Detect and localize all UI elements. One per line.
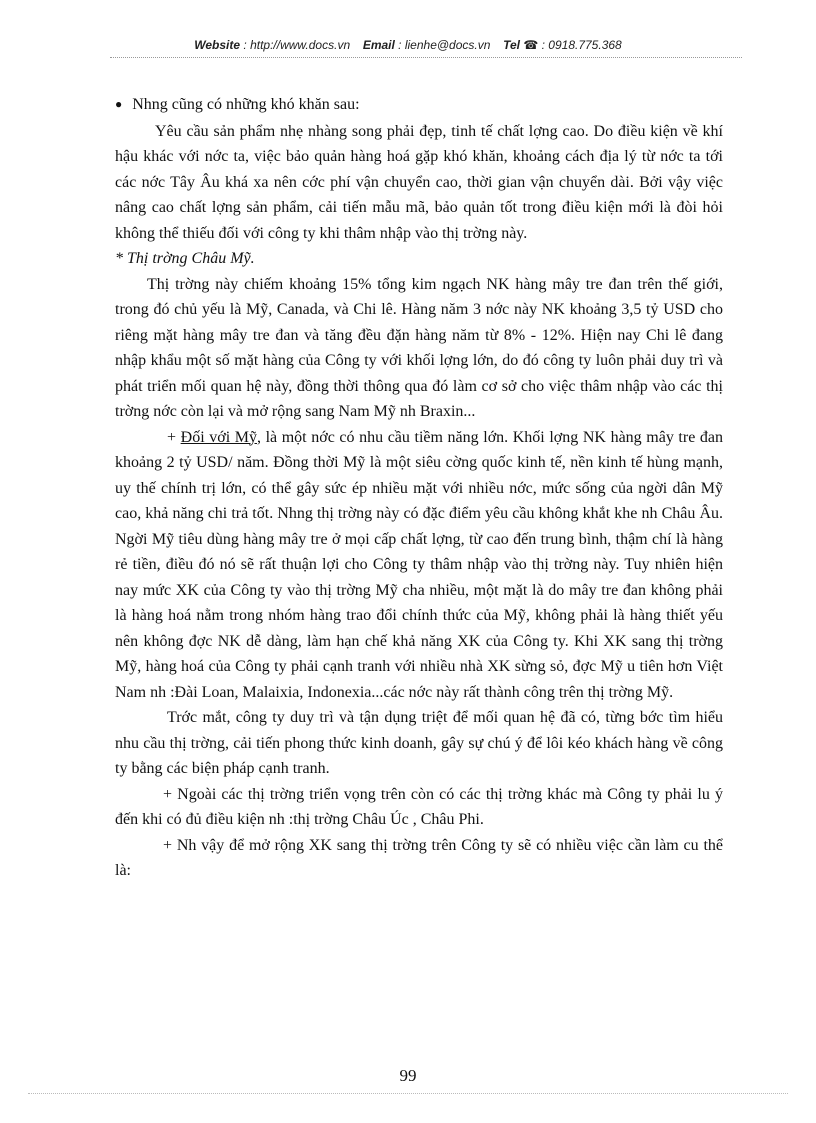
email-label: Email bbox=[362, 38, 395, 52]
bullet-icon: ● bbox=[115, 97, 123, 111]
paragraph-usa: + Đối với Mỹ, là một nớc có nhu cầu tiềm năng lớn. Khối lợng NK hàng mây tre đan khoảng 2 tỷ USD/ năm. Đồng thời Mỹ là một siêu cờng quốc kinh tế, nền kinh tế hùng mạnh, uy thế chính trị lớn, có thể gây sức ép nhiều mặt với nhiều nớc, mức sống của ngời dân Mỹ cao, khả năng chi trả tốt. Nhng thị trờng này có đặc điểm yêu cầu không khắt khe nh Châu Âu. Ngời Mỹ tiêu dùng hàng mây tre ở mọi cấp chất lợng, từ cao đến trung bình, thậm chí là hàng rẻ tiền, điều đó nó sẽ rất thuận lợi cho Công ty thâm nhập vào thị trờng này. Tuy nhiên hiện nay mức XK của Công ty vào thị trờng Mỹ cha nhiều, một mặt là do mây tre đan không phải là hàng hoá nằm trong nhóm hàng trao đổi chính thức của Mỹ, không phải là hàng thiết yếu nên không đợc NK dễ dàng, làm hạn chế khả năng XK của Công ty. Khi XK sang thị trờng Mỹ, hàng hoá của Công ty phải cạnh tranh với nhiều nhà XK sừng sỏ, đợc Mỹ u tiên hơn Việt Nam nh :Đài Loan, Malaixia, Indonexia...các nớc này rất thành công trên thị trờng Mỹ. bbox=[115, 428, 724, 701]
page-header bbox=[0, 38, 816, 52]
paragraph-0: Nhng cũng có những khó khăn sau: bbox=[132, 96, 360, 113]
email-value: : lienhe@docs.vn bbox=[398, 38, 491, 52]
phone-icon: ☎ bbox=[523, 38, 539, 52]
paragraph-3: Thị trờng này chiếm khoảng 15% tổng kim ngạch NK hàng mây tre đan trên thế giới, trong đó chủ yếu là Mỹ, Canada, và Chi lê. Hàng năm 3 nớc này NK khoảng 3,5 tỷ USD cho riêng mặt hàng mây tre đan và tăng đều đặn hàng năm từ 8% - 12%. Hiện nay Chi lê đang nhập khẩu một số mặt hàng của Công ty với khối lợng lớn, do đó công ty luôn phải duy trì và phát triển mối quan hệ này, đồng thời thông qua đó làm cơ sở cho việc thâm nhập vào các thị trờng nớc còn lại và mở rộng sang Nam Mỹ nh Braxin... bbox=[115, 275, 723, 420]
paragraph-1: Yêu cầu sản phẩm nhẹ nhàng song phải đẹp, tinh tế chất lợng cao. Do điều kiện về khí hậu khác với nớc ta, việc bảo quản hàng hoá gặp khó khăn, khoảng cách địa lý từ nớc ta tới các nớc Tây Âu khá xa nên cớc phí vận chuyển cao, thời gian vận chuyển dài. Bởi vậy việc nâng cao chất lợng sản phẩm, cải tiến mẫu mã, bảo quản tốt trong điều kiện mới là đòi hỏi không thể thiếu đối với công ty khi thâm nhập vào thị trờng này. bbox=[115, 122, 723, 242]
section-heading-america: * Thị trờng Châu Mỹ. bbox=[115, 250, 255, 267]
paragraph-4: , là một nớc có nhu cầu tiềm năng lớn. Khối lợng NK hàng mây tre đan khoảng 2 tỷ USD/ năm. Đồng thời Mỹ là một siêu cờng quốc kinh tế, nền kinh tế hùng mạnh, uy thế chính trị lớn, có thể gây sức ép nhiều mặt với nhiều nớc, mức sống của ngời dân Mỹ cao, khả năng chi trả tốt. Nhng thị trờng này có đặc điểm yêu cầu không khắt khe nh Châu Âu. Ngời Mỹ tiêu dùng hàng mây tre ở mọi cấp chất lợng, từ cao đến trung bình, thậm chí là hàng rẻ tiền, điều đó nó sẽ rất thuận lợi cho Công ty thâm nhập vào thị trờng này. Tuy nhiên hiện nay mức XK của Công ty vào thị trờng Mỹ cha nhiều, một mặt là do mây tre đan không phải là hàng hoá nằm trong nhóm hàng trao đổi chính thức của Mỹ, không phải là hàng thiết yếu nên không đợc NK dễ dàng, làm hạn chế khả năng XK của Công ty. Khi XK sang thị trờng Mỹ, hàng hoá của Công ty phải cạnh tranh với nhiều nhà XK sừng sỏ, đợc Mỹ u tiên hơn Việt Nam nh :Đài Loan, Malaixia, Indonexia...các nớc này rất thành công trên thị trờng Mỹ. bbox=[115, 428, 724, 701]
bullet-line bbox=[115, 92, 723, 119]
website-value: : http://www.docs.vn bbox=[243, 38, 351, 52]
paragraph-6: + Ngoài các thị trờng triển vọng trên còn có các thị trờng khác mà Công ty phải lu ý đến khi có đủ điều kiện nh :thị trờng Châu Úc , Châu Phi. bbox=[115, 785, 723, 828]
header-divider bbox=[110, 57, 742, 58]
underlined-phrase: Đối với Mỹ bbox=[180, 428, 257, 446]
paragraph-7: + Nh vậy để mở rộng XK sang thị trờng trên Công ty sẽ có nhiều việc cần làm cu thể là: bbox=[115, 836, 723, 879]
tel-value: : 0918.775.368 bbox=[541, 38, 622, 52]
website-label: Website bbox=[194, 38, 241, 52]
page-number: 99 bbox=[399, 1066, 417, 1085]
paragraph-5: Trớc mắt, công ty duy trì và tận dụng triệt để mối quan hệ đã có, từng bớc tìm hiểu nhu cầu thị trờng, cải tiến phong thức kinh doanh, gây sự chú ý để lôi kéo khách hàng về công ty bằng các biện pháp cạnh tranh. bbox=[115, 709, 723, 777]
tel-label: Tel bbox=[503, 38, 520, 52]
document-body bbox=[115, 92, 723, 884]
footer-divider bbox=[28, 1093, 788, 1094]
